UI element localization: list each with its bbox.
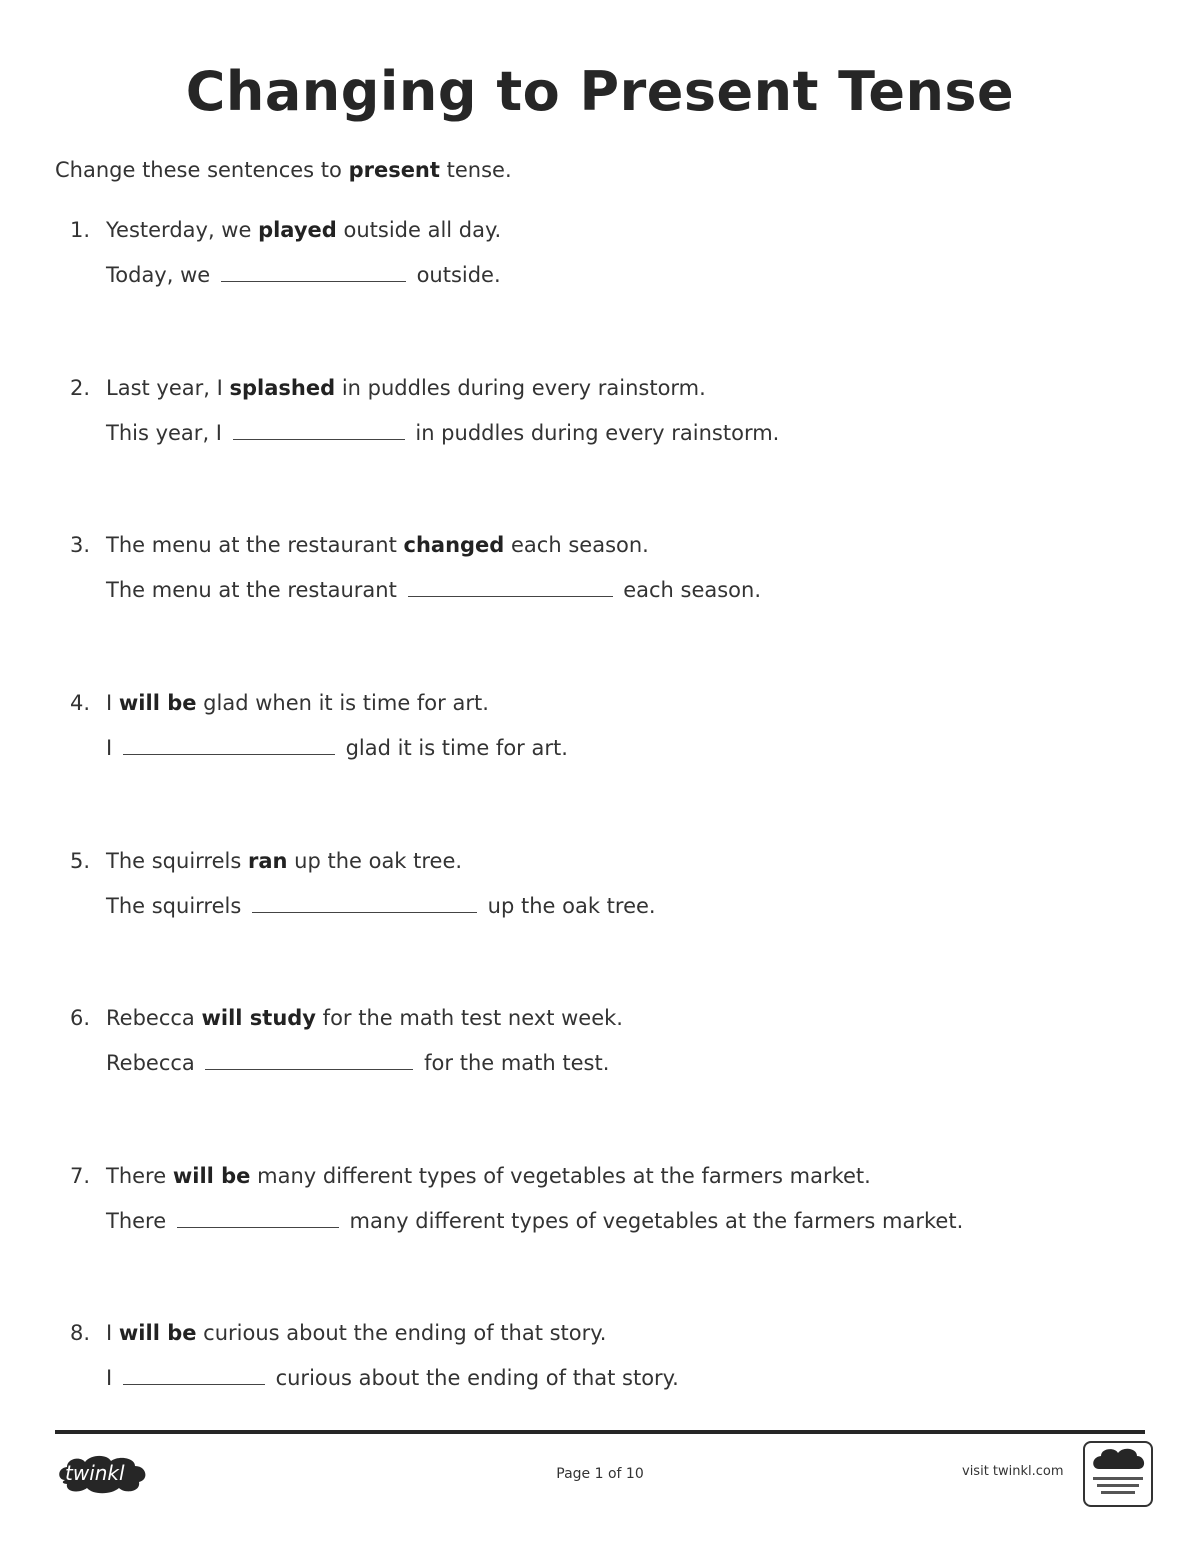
question-prompt [106,691,489,715]
question-prompt [106,533,649,557]
question-answer-line [106,263,501,287]
question-prompt [106,1164,871,1188]
answer-text: for the math test. [424,1051,610,1075]
answer-text: curious about the ending of that story. [275,1366,679,1390]
answer-text: outside. [416,263,501,287]
instructions-bold: present [348,158,440,182]
answer-blank[interactable] [233,421,405,440]
answer-blank[interactable] [221,263,406,282]
answer-text: The squirrels [106,894,242,918]
page-number: Page 1 of 10 [556,1466,644,1482]
answer-text: each season. [623,578,762,602]
prompt-text: Yesterday, we [106,218,252,242]
prompt-bold-verb: changed [403,533,505,557]
question-number: 8. [69,1321,90,1345]
prompt-text: up the oak tree. [294,849,463,873]
prompt-text: outside all day. [343,218,502,242]
prompt-text: I [106,691,113,715]
prompt-bold-verb: ran [247,849,288,873]
answer-blank[interactable] [408,578,613,597]
prompt-bold-verb: splashed [229,376,336,400]
answer-text: many different types of vegetables at the farmers market. [349,1209,964,1233]
question-number: 3. [69,533,90,557]
prompt-bold-verb: will study [201,1006,316,1030]
prompt-text: Last year, I [106,376,223,400]
answer-blank[interactable] [123,736,335,755]
instructions [55,158,512,182]
question-number: 4. [69,691,90,715]
footer-divider [55,1430,1145,1434]
answer-text: I [106,1366,113,1390]
question-prompt [106,376,706,400]
answer-text: glad it is time for art. [345,736,568,760]
answer-text: Rebecca [106,1051,195,1075]
question-answer-line [106,1051,609,1075]
question-number: 5. [69,849,90,873]
instructions-after: tense. [446,158,512,182]
prompt-bold-verb: played [258,218,337,242]
site-link[interactable]: visit twinkl.com [962,1464,1064,1479]
answer-blank[interactable] [205,1051,413,1070]
question-number: 6. [69,1006,90,1030]
answer-text: up the oak tree. [487,894,656,918]
page-title: Changing to Present Tense [185,60,1015,123]
answer-text: in puddles during every rainstorm. [415,421,780,445]
question-answer-line [106,736,568,760]
question-answer-line [106,578,761,602]
answer-blank[interactable] [123,1366,265,1385]
instructions-before: Change these sentences to [55,158,342,182]
question-number: 2. [69,376,90,400]
question-answer-line [106,1366,679,1390]
question-number: 1. [69,218,90,242]
prompt-text: I [106,1321,113,1345]
question-answer-line [106,1209,963,1233]
prompt-text: in puddles during every rainstorm. [341,376,706,400]
answer-text: This year, I [106,421,222,445]
question-prompt [106,218,501,242]
prompt-bold-verb: will be [172,1164,251,1188]
prompt-text: glad when it is time for art. [203,691,489,715]
prompt-text: for the math test next week. [322,1006,623,1030]
answer-blank[interactable] [177,1209,339,1228]
prompt-text: The menu at the restaurant [106,533,397,557]
question-answer-line [106,894,656,918]
prompt-text: each season. [511,533,649,557]
logo-text: twinkl [65,1461,125,1485]
prompt-text: curious about the ending of that story. [203,1321,607,1345]
prompt-bold-verb: will be [118,1321,197,1345]
prompt-bold-verb: will be [118,691,197,715]
question-number: 7. [69,1164,90,1188]
prompt-text: The squirrels [106,849,242,873]
question-prompt [106,849,462,873]
answer-blank[interactable] [252,894,477,913]
prompt-text: many different types of vegetables at the farmers market. [257,1164,871,1188]
quality-badge-icon [1083,1441,1153,1507]
question-prompt [106,1006,623,1030]
question-answer-line [106,421,779,445]
answer-text: Today, we [106,263,211,287]
question-prompt [106,1321,606,1345]
answer-text: There [106,1209,167,1233]
answer-text: The menu at the restaurant [106,578,397,602]
prompt-text: There [106,1164,167,1188]
prompt-text: Rebecca [106,1006,195,1030]
answer-text: I [106,736,113,760]
